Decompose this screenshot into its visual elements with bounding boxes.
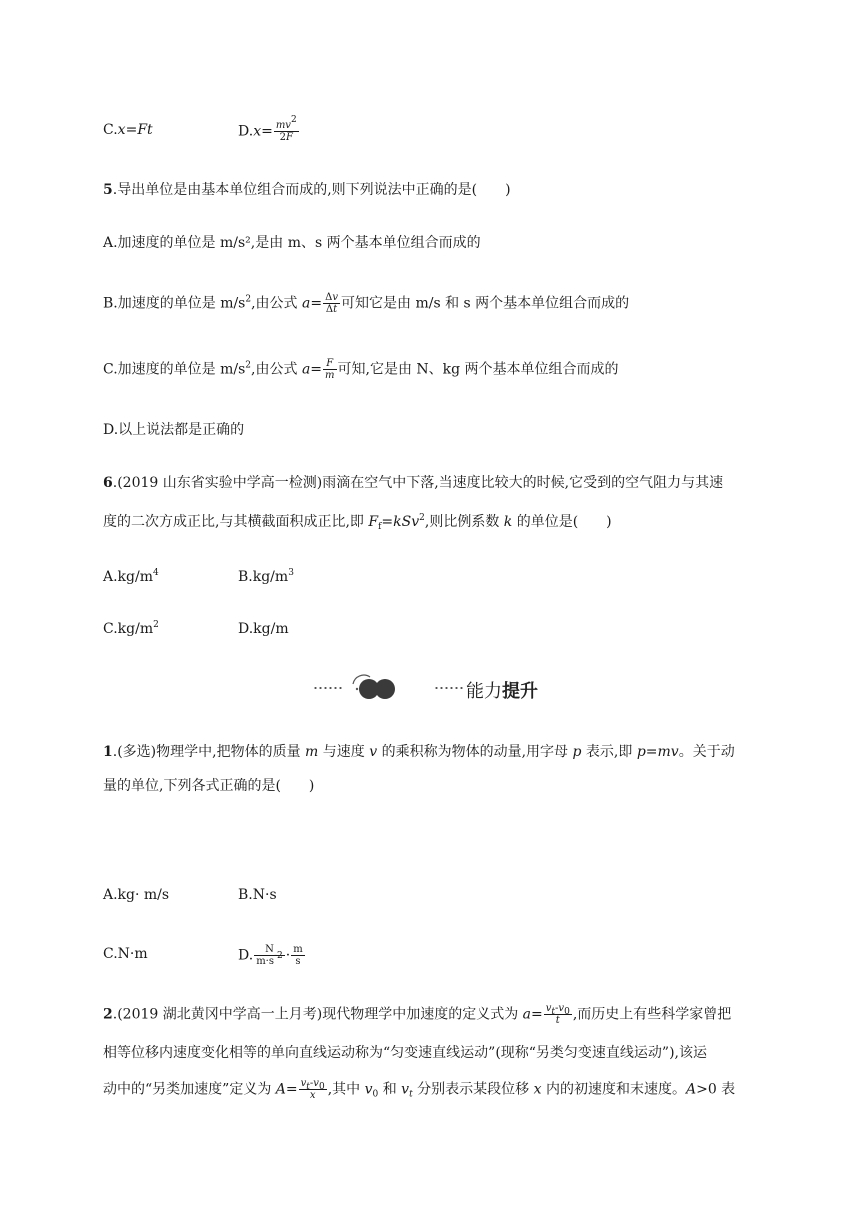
fraction: $\frac{v_t-v_0}{t}$ xyxy=(545,1003,570,1026)
q4-option-c: C.x=Ft xyxy=(103,122,153,138)
fraction: $\frac{N}{m\cdot s^{-2}}$ xyxy=(256,944,283,967)
p1-stem-line2: 量的单位,下列各式正确的是( ) xyxy=(103,778,315,794)
section-header xyxy=(0,674,860,702)
q6-option-b: $B.kg/m^3$ xyxy=(238,568,294,585)
q5-option-a: A.加速度的单位是 m/s²,是由 m、s 两个基本单位组合而成的 xyxy=(103,235,481,251)
q5-option-b: B.加速度的单位是 $m/s^2$,由公式 a= $\frac{\Delta v}{\Delta t}$ 可知它是由 m/s 和 s 两个基本单位组合而成的 xyxy=(103,292,630,315)
p1-option-c: C.N·m xyxy=(103,946,148,962)
p2-stem-line3: 动中的“另类加速度”定义为 A= $\frac{v_t-v_0}{x}$ ,其中 $v_0$ 和 $v_t$ 分别表示某段位移 x 内的初速度和末速度。A>0 表 xyxy=(103,1078,736,1101)
circles-icon xyxy=(348,674,398,702)
q5-option-c: C.加速度的单位是 $m/s^2$,由公式 a= $\frac{F}{m}$ 可知,它是由 N、kg 两个基本单位组合而成的 xyxy=(103,358,619,381)
q6-option-c: $C.kg/m^2$ xyxy=(103,620,159,637)
section-title: 能力提升 xyxy=(466,681,538,702)
fraction: $\frac{mv^2}{2F}$ xyxy=(275,115,297,143)
fraction: $\frac{m}{s}$ xyxy=(293,944,303,967)
q5-option-d: D.以上说法都是正确的 xyxy=(103,422,245,438)
fraction: $\frac{F}{m}$ xyxy=(325,358,335,381)
p1-option-a: A.kg· m/s xyxy=(103,887,170,903)
q6-option-a: $A.kg/m^4$ xyxy=(103,568,159,585)
p1-option-d: D. $\frac{N}{m\cdot s^{-2}}$ · $\frac{m}{s}$ xyxy=(238,944,303,967)
q6-stem-line1: 6.(2019 山东省实验中学高一检测)雨滴在空气中下落,当速度比较大的时候,它受到的空气阻力与其速 xyxy=(103,475,724,491)
p1-stem-line1: 1.(多选)物理学中,把物体的质量 m 与速度 v 的乘积称为物体的动量,用字母 p 表示,即 p=mv。关于动 xyxy=(103,744,735,760)
p1-option-b: B.N·s xyxy=(238,887,277,903)
fraction: $\frac{\Delta v}{\Delta t}$ xyxy=(325,292,338,315)
dotted-line-right xyxy=(434,687,464,689)
q6-stem-line2: 度的二次方成正比,与其横截面积成正比,即 $F_f=kSv^2$,则比例系数 k 的单位是( ) xyxy=(103,513,612,532)
fraction: $\frac{v_t-v_0}{x}$ xyxy=(300,1078,325,1101)
q6-option-d: D.kg/m xyxy=(238,621,289,637)
q4-option-d: D.x= $\frac{mv^2}{2F}$ xyxy=(238,115,297,143)
p2-stem-line1: 2.(2019 湖北黄冈中学高一上月考)现代物理学中加速度的定义式为 a= $\frac{v_t-v_0}{t}$ ,而历史上有些科学家曾把 xyxy=(103,1003,732,1026)
p2-stem-line2: 相等位移内速度变化相等的单向直线运动称为“匀变速直线运动”(现称“另类匀变速直线运动”),该运 xyxy=(103,1045,708,1061)
dotted-line-left xyxy=(313,687,343,689)
q5-stem: 5.导出单位是由基本单位组合而成的,则下列说法中正确的是( ) xyxy=(103,182,511,198)
